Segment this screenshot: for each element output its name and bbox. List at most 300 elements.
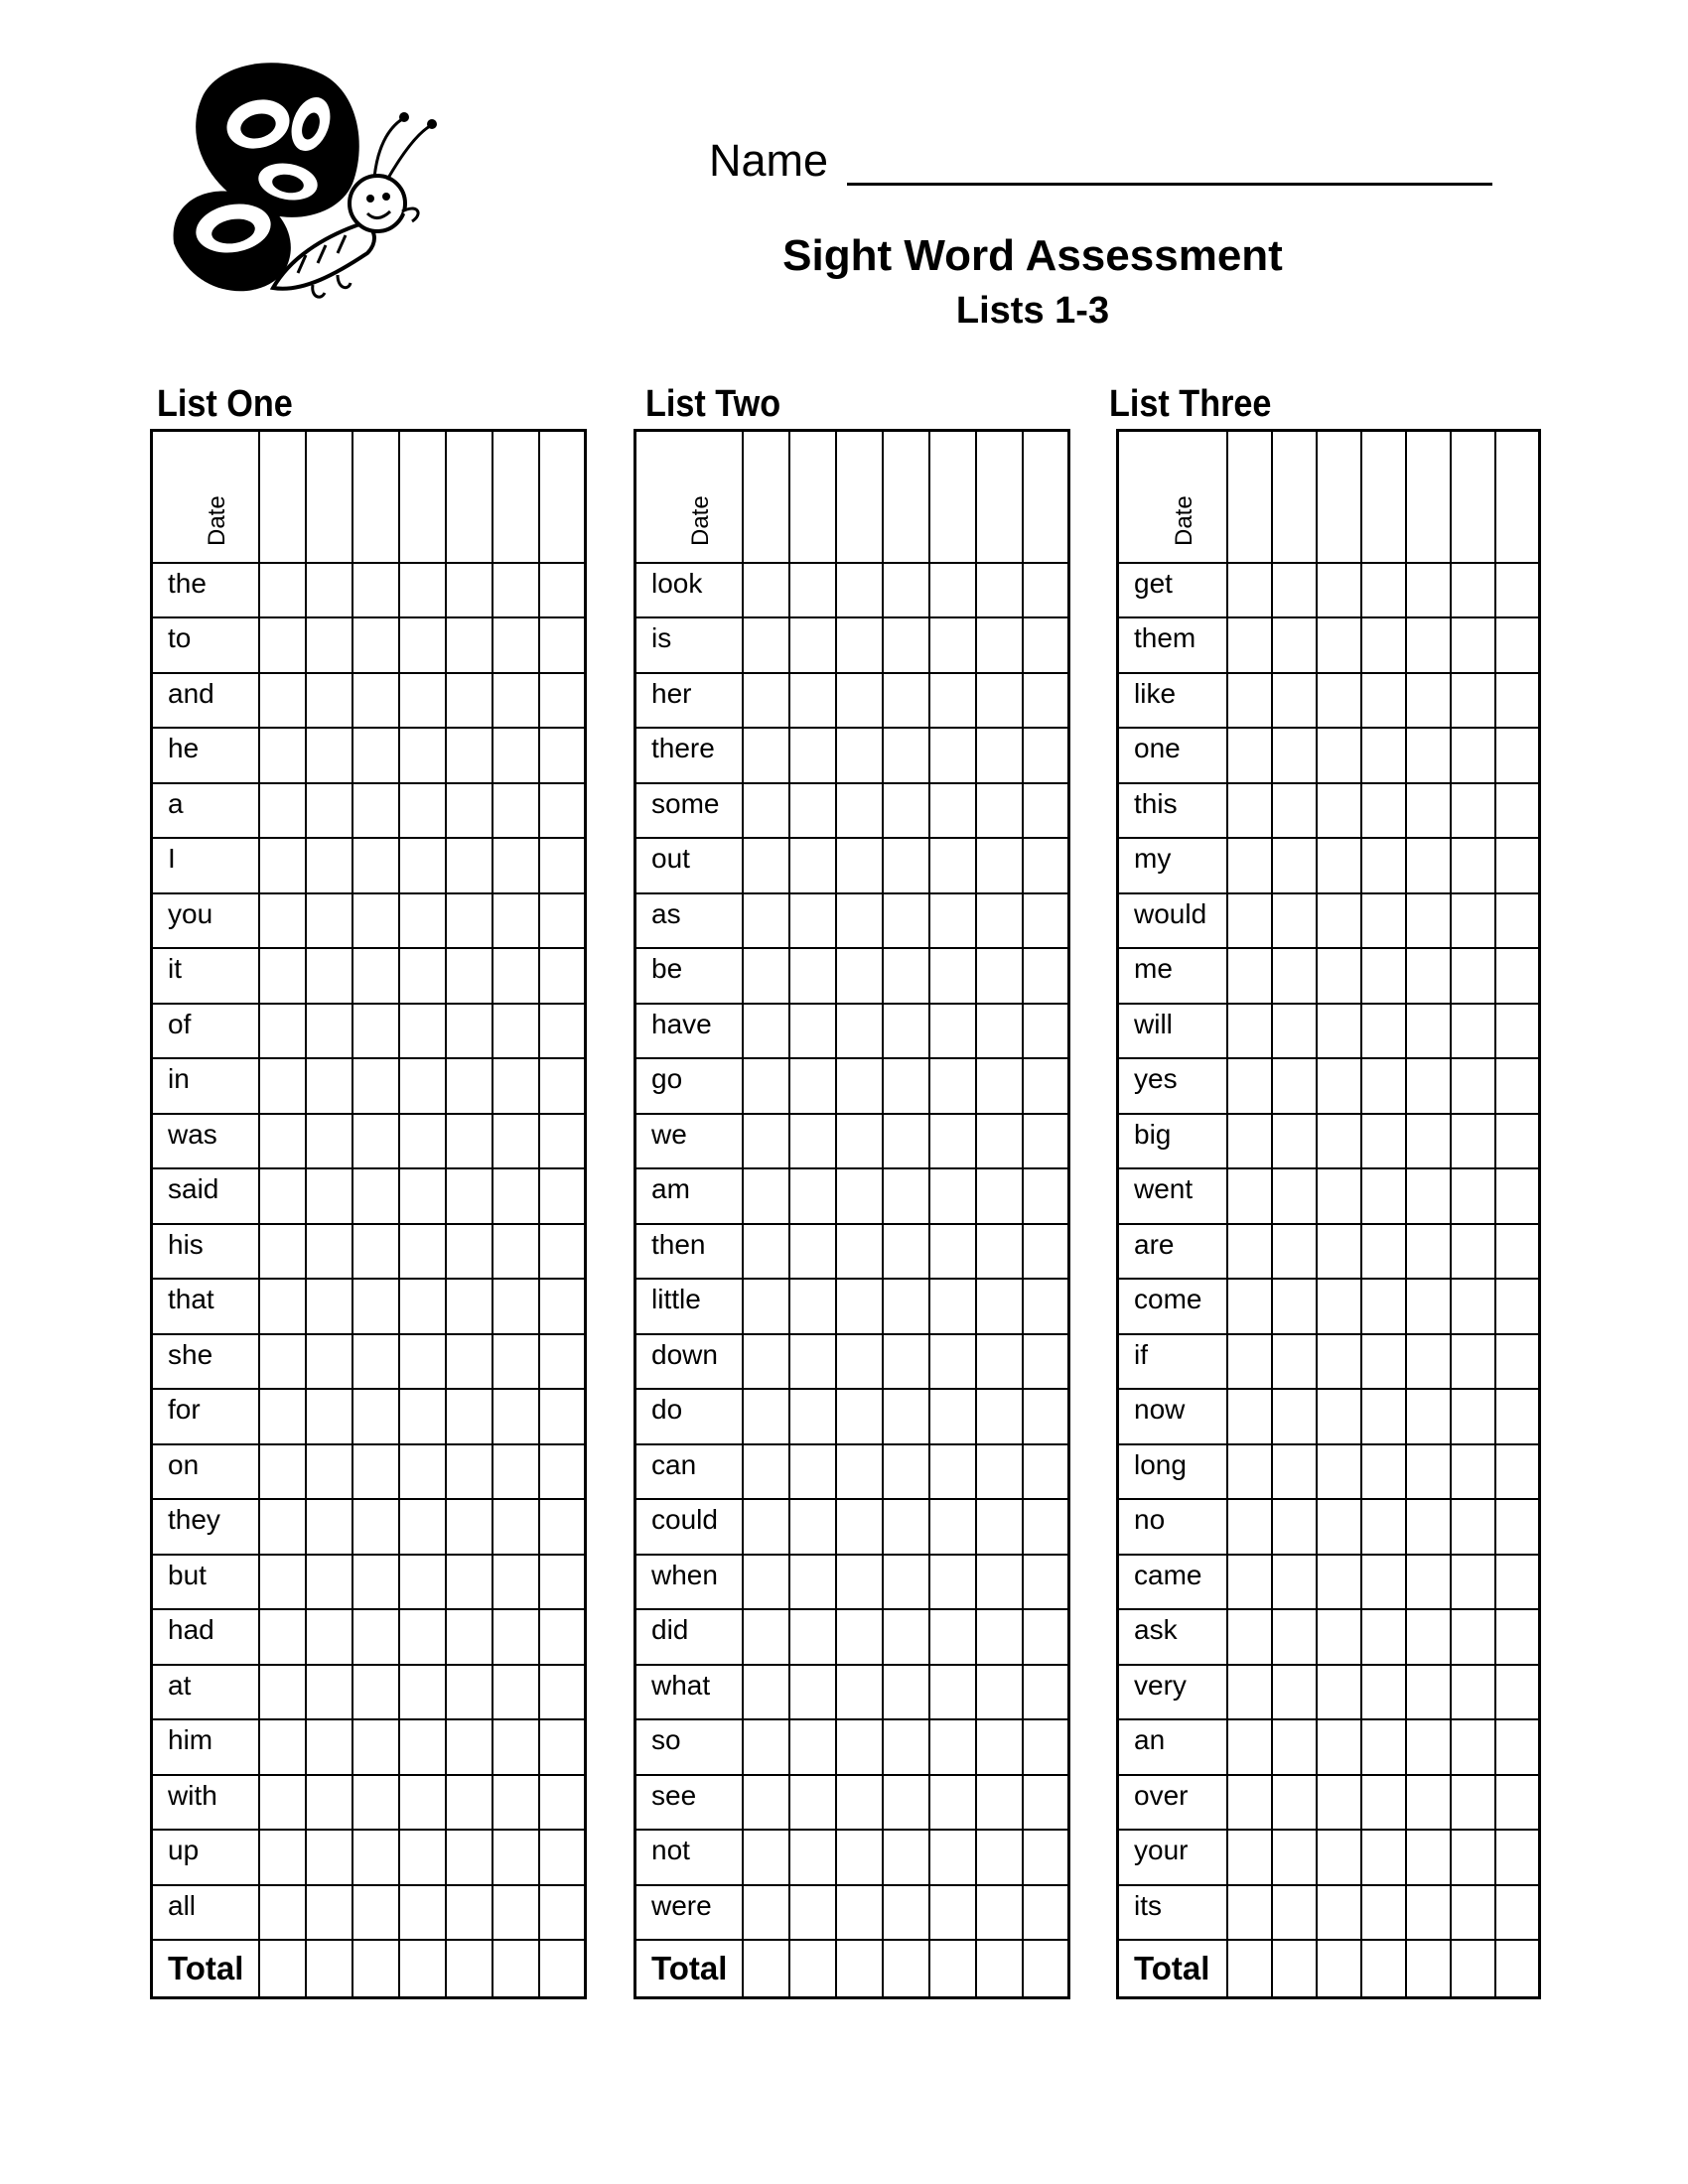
mark-cell[interactable] (743, 783, 789, 839)
mark-cell[interactable] (836, 617, 883, 673)
mark-cell[interactable] (1272, 1334, 1317, 1390)
mark-cell[interactable] (446, 673, 492, 729)
mark-cell[interactable] (446, 1719, 492, 1775)
mark-cell[interactable] (259, 1665, 306, 1720)
mark-cell[interactable] (929, 1168, 976, 1224)
mark-cell[interactable] (883, 1224, 929, 1280)
mark-cell[interactable] (1272, 1830, 1317, 1885)
mark-cell[interactable] (1227, 1775, 1272, 1831)
mark-cell[interactable] (976, 1279, 1023, 1334)
mark-cell[interactable] (306, 783, 352, 839)
mark-cell[interactable] (492, 783, 539, 839)
mark-cell[interactable] (352, 1389, 399, 1444)
mark-cell[interactable] (399, 1444, 446, 1500)
mark-cell[interactable] (1495, 673, 1540, 729)
mark-cell[interactable] (539, 1665, 586, 1720)
total-cell[interactable] (352, 1940, 399, 1997)
mark-cell[interactable] (1495, 1719, 1540, 1775)
mark-cell[interactable] (259, 1830, 306, 1885)
mark-cell[interactable] (492, 673, 539, 729)
mark-cell[interactable] (306, 1555, 352, 1610)
mark-cell[interactable] (789, 1775, 836, 1831)
mark-cell[interactable] (789, 1665, 836, 1720)
mark-cell[interactable] (1406, 1114, 1451, 1169)
mark-cell[interactable] (1023, 728, 1069, 783)
mark-cell[interactable] (836, 1775, 883, 1831)
mark-cell[interactable] (492, 1885, 539, 1941)
mark-cell[interactable] (1227, 1885, 1272, 1941)
mark-cell[interactable] (1023, 617, 1069, 673)
mark-cell[interactable] (883, 1279, 929, 1334)
mark-cell[interactable] (539, 728, 586, 783)
mark-cell[interactable] (1023, 1830, 1069, 1885)
mark-cell[interactable] (352, 728, 399, 783)
mark-cell[interactable] (352, 1004, 399, 1059)
mark-cell[interactable] (259, 1334, 306, 1390)
mark-cell[interactable] (1227, 617, 1272, 673)
mark-cell[interactable] (836, 1004, 883, 1059)
mark-cell[interactable] (929, 1775, 976, 1831)
mark-cell[interactable] (399, 1334, 446, 1390)
mark-cell[interactable] (1406, 1775, 1451, 1831)
mark-cell[interactable] (1361, 783, 1406, 839)
date-entry-cell[interactable] (1272, 431, 1317, 563)
mark-cell[interactable] (399, 1609, 446, 1665)
mark-cell[interactable] (1406, 1555, 1451, 1610)
mark-cell[interactable] (259, 728, 306, 783)
mark-cell[interactable] (883, 1004, 929, 1059)
mark-cell[interactable] (1495, 893, 1540, 949)
mark-cell[interactable] (1406, 1444, 1451, 1500)
mark-cell[interactable] (743, 1444, 789, 1500)
mark-cell[interactable] (1406, 617, 1451, 673)
mark-cell[interactable] (883, 1830, 929, 1885)
mark-cell[interactable] (1317, 948, 1361, 1004)
mark-cell[interactable] (352, 948, 399, 1004)
mark-cell[interactable] (836, 1224, 883, 1280)
mark-cell[interactable] (539, 783, 586, 839)
date-entry-cell[interactable] (929, 431, 976, 563)
mark-cell[interactable] (1227, 1665, 1272, 1720)
mark-cell[interactable] (836, 893, 883, 949)
mark-cell[interactable] (976, 1334, 1023, 1390)
mark-cell[interactable] (883, 1665, 929, 1720)
mark-cell[interactable] (836, 1168, 883, 1224)
mark-cell[interactable] (1361, 1499, 1406, 1555)
date-entry-cell[interactable] (743, 431, 789, 563)
mark-cell[interactable] (259, 1004, 306, 1059)
mark-cell[interactable] (929, 1830, 976, 1885)
mark-cell[interactable] (883, 1609, 929, 1665)
mark-cell[interactable] (1317, 673, 1361, 729)
mark-cell[interactable] (492, 1830, 539, 1885)
mark-cell[interactable] (743, 1555, 789, 1610)
mark-cell[interactable] (1495, 1609, 1540, 1665)
mark-cell[interactable] (1023, 1609, 1069, 1665)
mark-cell[interactable] (883, 1499, 929, 1555)
mark-cell[interactable] (883, 948, 929, 1004)
mark-cell[interactable] (1406, 1830, 1451, 1885)
mark-cell[interactable] (1406, 673, 1451, 729)
mark-cell[interactable] (259, 1885, 306, 1941)
mark-cell[interactable] (399, 1279, 446, 1334)
mark-cell[interactable] (976, 563, 1023, 618)
mark-cell[interactable] (259, 1499, 306, 1555)
mark-cell[interactable] (259, 893, 306, 949)
mark-cell[interactable] (1451, 728, 1495, 783)
mark-cell[interactable] (883, 838, 929, 893)
mark-cell[interactable] (259, 617, 306, 673)
mark-cell[interactable] (259, 1279, 306, 1334)
mark-cell[interactable] (1495, 1004, 1540, 1059)
mark-cell[interactable] (883, 1719, 929, 1775)
mark-cell[interactable] (836, 728, 883, 783)
mark-cell[interactable] (836, 1114, 883, 1169)
mark-cell[interactable] (929, 948, 976, 1004)
mark-cell[interactable] (1406, 1168, 1451, 1224)
mark-cell[interactable] (1361, 1389, 1406, 1444)
mark-cell[interactable] (1495, 728, 1540, 783)
mark-cell[interactable] (743, 1058, 789, 1114)
total-cell[interactable] (446, 1940, 492, 1997)
mark-cell[interactable] (929, 1389, 976, 1444)
mark-cell[interactable] (1451, 1004, 1495, 1059)
mark-cell[interactable] (446, 1775, 492, 1831)
mark-cell[interactable] (306, 1114, 352, 1169)
mark-cell[interactable] (743, 838, 789, 893)
mark-cell[interactable] (836, 1719, 883, 1775)
mark-cell[interactable] (492, 1499, 539, 1555)
mark-cell[interactable] (743, 1499, 789, 1555)
mark-cell[interactable] (929, 1609, 976, 1665)
mark-cell[interactable] (1495, 1885, 1540, 1941)
mark-cell[interactable] (1023, 838, 1069, 893)
mark-cell[interactable] (1317, 1004, 1361, 1059)
mark-cell[interactable] (1023, 1555, 1069, 1610)
mark-cell[interactable] (883, 1114, 929, 1169)
mark-cell[interactable] (789, 783, 836, 839)
mark-cell[interactable] (259, 1775, 306, 1831)
mark-cell[interactable] (976, 1719, 1023, 1775)
mark-cell[interactable] (1317, 1499, 1361, 1555)
mark-cell[interactable] (1317, 1444, 1361, 1500)
mark-cell[interactable] (929, 1719, 976, 1775)
mark-cell[interactable] (306, 838, 352, 893)
mark-cell[interactable] (976, 1830, 1023, 1885)
mark-cell[interactable] (743, 728, 789, 783)
mark-cell[interactable] (929, 783, 976, 839)
mark-cell[interactable] (1023, 1719, 1069, 1775)
mark-cell[interactable] (539, 1334, 586, 1390)
mark-cell[interactable] (539, 1389, 586, 1444)
mark-cell[interactable] (1451, 1719, 1495, 1775)
mark-cell[interactable] (789, 838, 836, 893)
mark-cell[interactable] (492, 617, 539, 673)
mark-cell[interactable] (399, 1499, 446, 1555)
mark-cell[interactable] (352, 783, 399, 839)
mark-cell[interactable] (789, 728, 836, 783)
mark-cell[interactable] (352, 1499, 399, 1555)
mark-cell[interactable] (976, 1114, 1023, 1169)
mark-cell[interactable] (976, 1168, 1023, 1224)
mark-cell[interactable] (306, 1004, 352, 1059)
total-cell[interactable] (1023, 1940, 1069, 1997)
mark-cell[interactable] (306, 1665, 352, 1720)
mark-cell[interactable] (1361, 1830, 1406, 1885)
mark-cell[interactable] (1272, 1004, 1317, 1059)
mark-cell[interactable] (789, 1279, 836, 1334)
mark-cell[interactable] (1317, 1555, 1361, 1610)
date-entry-cell[interactable] (1495, 431, 1540, 563)
mark-cell[interactable] (352, 1168, 399, 1224)
mark-cell[interactable] (539, 838, 586, 893)
mark-cell[interactable] (1361, 1058, 1406, 1114)
mark-cell[interactable] (1361, 1168, 1406, 1224)
date-entry-cell[interactable] (1361, 431, 1406, 563)
mark-cell[interactable] (352, 1279, 399, 1334)
mark-cell[interactable] (539, 617, 586, 673)
mark-cell[interactable] (492, 948, 539, 1004)
mark-cell[interactable] (1272, 1279, 1317, 1334)
mark-cell[interactable] (306, 563, 352, 618)
mark-cell[interactable] (929, 1665, 976, 1720)
total-cell[interactable] (1272, 1940, 1317, 1997)
mark-cell[interactable] (492, 1444, 539, 1500)
mark-cell[interactable] (789, 1719, 836, 1775)
mark-cell[interactable] (352, 1775, 399, 1831)
mark-cell[interactable] (743, 1609, 789, 1665)
mark-cell[interactable] (976, 1058, 1023, 1114)
total-cell[interactable] (929, 1940, 976, 1997)
mark-cell[interactable] (743, 1665, 789, 1720)
mark-cell[interactable] (1495, 563, 1540, 618)
mark-cell[interactable] (1361, 1555, 1406, 1610)
mark-cell[interactable] (743, 1719, 789, 1775)
mark-cell[interactable] (1406, 1885, 1451, 1941)
mark-cell[interactable] (1227, 1004, 1272, 1059)
total-cell[interactable] (883, 1940, 929, 1997)
mark-cell[interactable] (1451, 1058, 1495, 1114)
mark-cell[interactable] (1272, 1168, 1317, 1224)
mark-cell[interactable] (306, 1719, 352, 1775)
mark-cell[interactable] (976, 1555, 1023, 1610)
mark-cell[interactable] (1495, 783, 1540, 839)
mark-cell[interactable] (883, 783, 929, 839)
mark-cell[interactable] (789, 1830, 836, 1885)
mark-cell[interactable] (1272, 1665, 1317, 1720)
mark-cell[interactable] (399, 1555, 446, 1610)
mark-cell[interactable] (539, 1224, 586, 1280)
mark-cell[interactable] (1361, 1775, 1406, 1831)
mark-cell[interactable] (836, 1499, 883, 1555)
mark-cell[interactable] (883, 1168, 929, 1224)
mark-cell[interactable] (929, 1224, 976, 1280)
mark-cell[interactable] (259, 1609, 306, 1665)
mark-cell[interactable] (743, 617, 789, 673)
mark-cell[interactable] (352, 1224, 399, 1280)
mark-cell[interactable] (1272, 838, 1317, 893)
mark-cell[interactable] (1227, 948, 1272, 1004)
mark-cell[interactable] (399, 1885, 446, 1941)
mark-cell[interactable] (399, 1114, 446, 1169)
mark-cell[interactable] (1317, 728, 1361, 783)
mark-cell[interactable] (883, 1555, 929, 1610)
mark-cell[interactable] (1406, 838, 1451, 893)
mark-cell[interactable] (743, 1885, 789, 1941)
mark-cell[interactable] (929, 893, 976, 949)
mark-cell[interactable] (929, 617, 976, 673)
mark-cell[interactable] (929, 1555, 976, 1610)
mark-cell[interactable] (976, 893, 1023, 949)
mark-cell[interactable] (1361, 893, 1406, 949)
date-entry-cell[interactable] (1406, 431, 1451, 563)
mark-cell[interactable] (1227, 563, 1272, 618)
mark-cell[interactable] (446, 1555, 492, 1610)
mark-cell[interactable] (1451, 1885, 1495, 1941)
mark-cell[interactable] (539, 1058, 586, 1114)
mark-cell[interactable] (306, 1609, 352, 1665)
mark-cell[interactable] (976, 1224, 1023, 1280)
mark-cell[interactable] (1317, 1719, 1361, 1775)
date-entry-cell[interactable] (789, 431, 836, 563)
mark-cell[interactable] (883, 1444, 929, 1500)
total-cell[interactable] (1451, 1940, 1495, 1997)
mark-cell[interactable] (1023, 563, 1069, 618)
mark-cell[interactable] (539, 893, 586, 949)
mark-cell[interactable] (1495, 838, 1540, 893)
mark-cell[interactable] (1406, 948, 1451, 1004)
mark-cell[interactable] (1317, 1885, 1361, 1941)
mark-cell[interactable] (789, 1058, 836, 1114)
mark-cell[interactable] (446, 1279, 492, 1334)
mark-cell[interactable] (1361, 1885, 1406, 1941)
mark-cell[interactable] (399, 1389, 446, 1444)
mark-cell[interactable] (1023, 1004, 1069, 1059)
mark-cell[interactable] (259, 838, 306, 893)
mark-cell[interactable] (1451, 1279, 1495, 1334)
mark-cell[interactable] (1406, 1279, 1451, 1334)
date-entry-cell[interactable] (883, 431, 929, 563)
mark-cell[interactable] (789, 1609, 836, 1665)
mark-cell[interactable] (789, 893, 836, 949)
mark-cell[interactable] (836, 673, 883, 729)
mark-cell[interactable] (259, 1114, 306, 1169)
mark-cell[interactable] (539, 948, 586, 1004)
mark-cell[interactable] (1406, 783, 1451, 839)
mark-cell[interactable] (306, 893, 352, 949)
mark-cell[interactable] (976, 838, 1023, 893)
mark-cell[interactable] (306, 948, 352, 1004)
mark-cell[interactable] (492, 1555, 539, 1610)
mark-cell[interactable] (492, 1665, 539, 1720)
mark-cell[interactable] (1451, 1830, 1495, 1885)
mark-cell[interactable] (399, 1775, 446, 1831)
date-entry-cell[interactable] (1227, 431, 1272, 563)
mark-cell[interactable] (446, 1499, 492, 1555)
mark-cell[interactable] (1495, 1830, 1540, 1885)
mark-cell[interactable] (1272, 1058, 1317, 1114)
mark-cell[interactable] (492, 1719, 539, 1775)
mark-cell[interactable] (352, 1444, 399, 1500)
mark-cell[interactable] (1406, 728, 1451, 783)
total-cell[interactable] (399, 1940, 446, 1997)
mark-cell[interactable] (1023, 1058, 1069, 1114)
mark-cell[interactable] (352, 1334, 399, 1390)
mark-cell[interactable] (1406, 1609, 1451, 1665)
mark-cell[interactable] (1406, 1058, 1451, 1114)
mark-cell[interactable] (1227, 1499, 1272, 1555)
mark-cell[interactable] (929, 673, 976, 729)
mark-cell[interactable] (492, 728, 539, 783)
total-cell[interactable] (836, 1940, 883, 1997)
mark-cell[interactable] (836, 1885, 883, 1941)
mark-cell[interactable] (789, 948, 836, 1004)
total-cell[interactable] (1361, 1940, 1406, 1997)
mark-cell[interactable] (1023, 1499, 1069, 1555)
mark-cell[interactable] (306, 1058, 352, 1114)
mark-cell[interactable] (883, 617, 929, 673)
mark-cell[interactable] (446, 948, 492, 1004)
mark-cell[interactable] (789, 673, 836, 729)
mark-cell[interactable] (1361, 1334, 1406, 1390)
mark-cell[interactable] (1495, 1114, 1540, 1169)
mark-cell[interactable] (1317, 617, 1361, 673)
mark-cell[interactable] (836, 1389, 883, 1444)
date-entry-cell[interactable] (836, 431, 883, 563)
mark-cell[interactable] (399, 1004, 446, 1059)
mark-cell[interactable] (976, 948, 1023, 1004)
mark-cell[interactable] (1272, 1885, 1317, 1941)
mark-cell[interactable] (929, 1058, 976, 1114)
mark-cell[interactable] (1272, 563, 1317, 618)
mark-cell[interactable] (976, 1609, 1023, 1665)
mark-cell[interactable] (306, 1775, 352, 1831)
mark-cell[interactable] (1317, 1665, 1361, 1720)
mark-cell[interactable] (976, 1444, 1023, 1500)
mark-cell[interactable] (446, 1114, 492, 1169)
mark-cell[interactable] (352, 1665, 399, 1720)
mark-cell[interactable] (306, 1830, 352, 1885)
mark-cell[interactable] (1451, 1389, 1495, 1444)
mark-cell[interactable] (1023, 783, 1069, 839)
mark-cell[interactable] (743, 1168, 789, 1224)
mark-cell[interactable] (306, 673, 352, 729)
mark-cell[interactable] (1495, 948, 1540, 1004)
mark-cell[interactable] (492, 1168, 539, 1224)
mark-cell[interactable] (306, 1499, 352, 1555)
mark-cell[interactable] (1361, 1609, 1406, 1665)
mark-cell[interactable] (1495, 1058, 1540, 1114)
mark-cell[interactable] (1361, 1719, 1406, 1775)
mark-cell[interactable] (1406, 1719, 1451, 1775)
mark-cell[interactable] (1227, 1609, 1272, 1665)
mark-cell[interactable] (399, 948, 446, 1004)
total-cell[interactable] (539, 1940, 586, 1997)
mark-cell[interactable] (1451, 1499, 1495, 1555)
mark-cell[interactable] (743, 1334, 789, 1390)
mark-cell[interactable] (976, 728, 1023, 783)
mark-cell[interactable] (446, 1665, 492, 1720)
mark-cell[interactable] (1227, 1058, 1272, 1114)
mark-cell[interactable] (492, 563, 539, 618)
mark-cell[interactable] (446, 563, 492, 618)
mark-cell[interactable] (539, 1555, 586, 1610)
mark-cell[interactable] (836, 838, 883, 893)
mark-cell[interactable] (539, 1719, 586, 1775)
mark-cell[interactable] (1495, 1224, 1540, 1280)
mark-cell[interactable] (399, 783, 446, 839)
mark-cell[interactable] (399, 1224, 446, 1280)
